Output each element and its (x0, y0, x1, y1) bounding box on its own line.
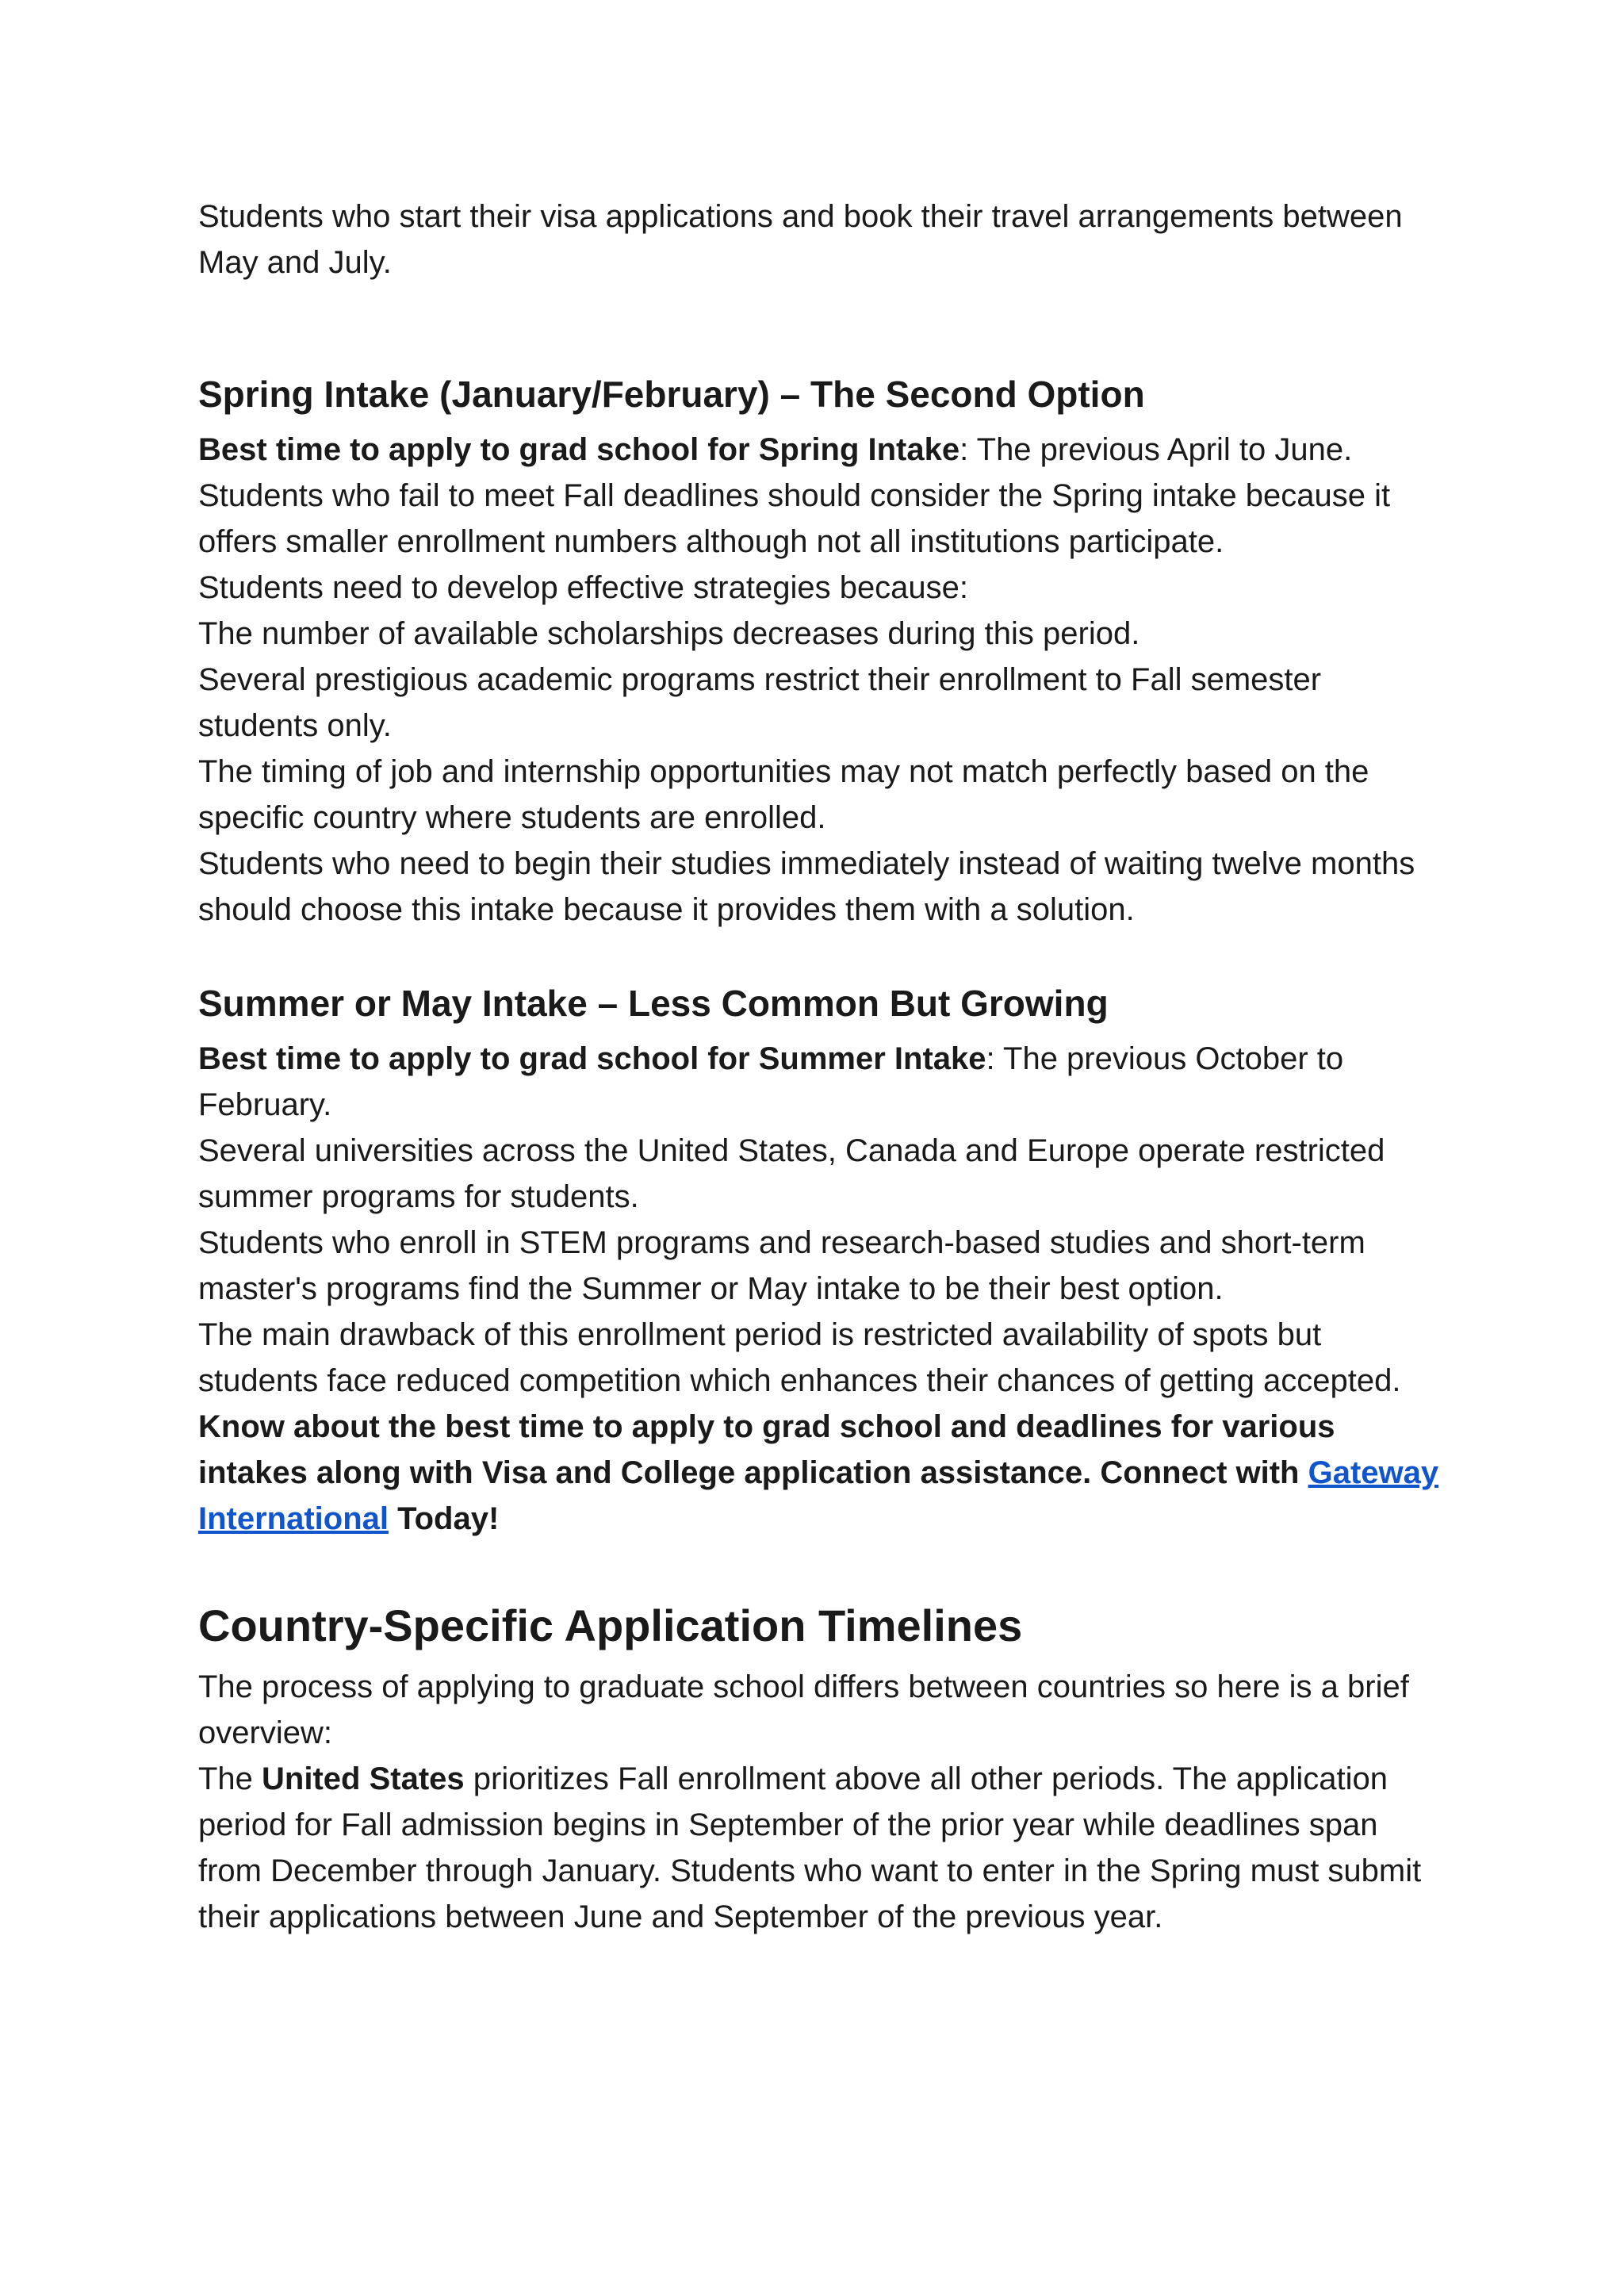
summer-cta-paragraph (198, 1404, 1443, 1542)
spring-line: Several prestigious academic programs restrict their enrollment to Fall semester students only. (198, 662, 1322, 743)
us-description: prioritizes Fall enrollment above all other periods. The application period for Fall admission begins in September of the prior year while deadlines span from December through January. Students who want to enter in the Spring must submit their applications between June and September of the previous year. (198, 1761, 1422, 1934)
summer-line: The main drawback of this enrollment period is restricted availability of spots but students face reduced competition which enhances their chances of getting accepted. (198, 1317, 1401, 1398)
spring-best-time (198, 427, 1443, 473)
document-page (198, 194, 1443, 1940)
spacer (198, 286, 1443, 370)
spacer (198, 1542, 1443, 1596)
us-country-name: United States (262, 1761, 465, 1796)
us-prefix: The (198, 1761, 262, 1796)
spring-line: Students who fail to meet Fall deadlines should consider the Spring intake because it offers smaller enrollment numbers although not all institutions participate. (198, 478, 1391, 559)
spring-line: Students who need to begin their studies immediately instead of waiting twelve months should choose this intake because it provides them with a solution. (198, 846, 1415, 927)
gateway-international-link[interactable]: Gateway International (198, 1455, 1439, 1536)
summer-best-time-value: : The previous October to February. (198, 1041, 1344, 1122)
spacer (198, 933, 1443, 979)
summer-line: Students who enroll in STEM programs and research-based studies and short-term master's programs find the Summer or May intake to be their best option. (198, 1225, 1365, 1306)
summer-cta-text: Know about the best time to apply to grad school and deadlines for various intakes along with Visa and College application assistance. Connect with (198, 1409, 1335, 1490)
country-timelines-heading: Country-Specific Application Timelines (198, 1600, 1023, 1650)
united-states-paragraph (198, 1756, 1443, 1940)
spring-intake-heading: Spring Intake (January/February) – The Second Option (198, 374, 1145, 415)
summer-best-time (198, 1036, 1443, 1128)
summer-line: Several universities across the United States, Canada and Europe operate restricted summer programs for students. (198, 1133, 1385, 1214)
spring-line: The timing of job and internship opportunities may not match perfectly based on the specific country where students are enrolled. (198, 754, 1369, 835)
spring-line: Students need to develop effective strategies because: (198, 570, 969, 605)
summer-cta-suffix: Today! (389, 1501, 500, 1536)
spring-best-time-value: : The previous April to June. (959, 432, 1353, 467)
country-intro-paragraph: The process of applying to graduate school differs between countries so here is a brief overview: (198, 1669, 1409, 1750)
spring-best-time-label: Best time to apply to grad school for Spring Intake (198, 432, 960, 467)
intro-paragraph: Students who start their visa applications and book their travel arrangements between May and July. (198, 199, 1403, 280)
spring-line: The number of available scholarships decreases during this period. (198, 616, 1140, 651)
spacer (198, 419, 1443, 427)
spacer (198, 1028, 1443, 1036)
summer-intake-heading: Summer or May Intake – Less Common But Growing (198, 983, 1109, 1024)
summer-best-time-label: Best time to apply to grad school for Summer Intake (198, 1041, 986, 1076)
spacer (198, 1656, 1443, 1664)
